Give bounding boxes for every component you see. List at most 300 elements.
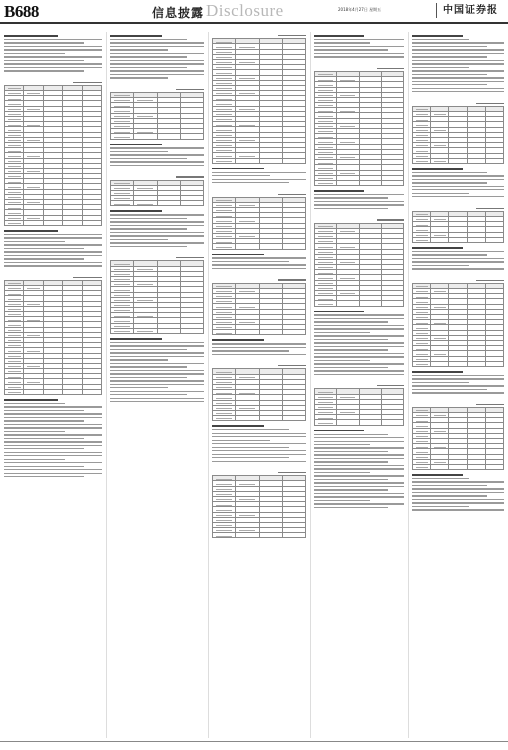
table-cell	[315, 301, 337, 306]
text-line	[314, 482, 404, 483]
text-line	[212, 354, 306, 355]
table-cell	[213, 330, 236, 335]
table-unit-caption	[476, 280, 504, 281]
table-cell	[467, 158, 485, 163]
financial-table	[4, 280, 102, 395]
text-line	[412, 182, 487, 183]
text-line	[412, 485, 487, 486]
text-line	[412, 193, 469, 194]
text-line	[110, 352, 204, 353]
table-unit-caption	[476, 404, 504, 405]
text-line	[110, 377, 187, 378]
text-line	[4, 424, 102, 425]
text-line	[412, 268, 504, 269]
text-line	[4, 255, 102, 256]
page-footer	[0, 741, 508, 750]
financial-table	[412, 211, 504, 243]
table-cell	[485, 158, 503, 163]
table-cell	[315, 180, 337, 185]
text-line	[412, 261, 504, 262]
text-line	[314, 370, 404, 371]
text-line	[4, 476, 84, 477]
text-line	[212, 457, 289, 458]
text-line	[412, 63, 504, 64]
table-cell	[180, 328, 203, 333]
text-line	[4, 42, 84, 43]
text-line	[412, 88, 504, 89]
text-line	[314, 314, 404, 315]
table-row	[413, 237, 504, 242]
text-line	[4, 441, 102, 442]
paragraph-heading	[212, 339, 264, 341]
table-cell	[43, 220, 62, 225]
text-line	[212, 440, 270, 441]
text-line	[4, 237, 102, 238]
text-line	[314, 346, 404, 347]
table-cell	[449, 237, 467, 242]
table-cell	[180, 201, 203, 206]
text-line	[412, 84, 487, 85]
table-unit-caption	[476, 103, 504, 104]
text-line	[314, 363, 404, 364]
table-row	[213, 244, 306, 249]
table-cell	[157, 134, 180, 139]
table-unit-caption	[278, 35, 306, 36]
table-cell	[431, 158, 449, 163]
table-cell	[337, 420, 359, 425]
table-row	[111, 201, 204, 206]
text-line	[314, 441, 404, 442]
text-line	[110, 232, 204, 233]
text-line	[314, 486, 404, 487]
text-line	[412, 91, 504, 92]
table-cell	[63, 220, 82, 225]
text-line	[4, 265, 102, 266]
text-line	[110, 42, 204, 43]
table-row	[111, 328, 204, 333]
text-line	[412, 502, 504, 503]
table-cell	[236, 244, 259, 249]
text-line	[110, 359, 168, 360]
column-rule	[208, 32, 209, 738]
text-line	[412, 74, 487, 75]
table-row	[413, 158, 504, 163]
text-line	[314, 479, 388, 480]
paragraph-heading	[314, 35, 364, 37]
text-line	[110, 161, 204, 162]
text-line	[412, 382, 469, 383]
text-line	[4, 39, 102, 40]
text-line	[314, 465, 404, 466]
table-row	[213, 158, 306, 163]
text-line	[4, 248, 84, 249]
table-cell	[381, 301, 403, 306]
text-line	[4, 262, 102, 263]
text-line	[4, 251, 102, 252]
text-line	[110, 60, 204, 61]
paragraph-heading	[314, 311, 364, 313]
text-line	[110, 49, 168, 50]
text-line	[110, 63, 204, 64]
table-cell	[413, 464, 431, 469]
text-line	[4, 459, 65, 460]
text-line	[314, 489, 388, 490]
table-cell	[236, 158, 259, 163]
text-line	[412, 46, 487, 47]
text-line	[212, 461, 306, 462]
text-line	[110, 225, 204, 226]
text-line	[110, 151, 168, 152]
text-line	[412, 378, 504, 379]
table-cell	[431, 464, 449, 469]
text-line	[412, 49, 504, 50]
newspaper-logo: 中国证券报	[436, 3, 504, 18]
table-cell	[259, 533, 282, 538]
text-line	[314, 475, 404, 476]
table-cell	[5, 389, 24, 394]
table-cell	[282, 244, 305, 249]
text-line	[4, 438, 84, 439]
paragraph-heading	[110, 35, 162, 37]
paragraph-heading	[110, 144, 162, 146]
table-cell	[359, 301, 381, 306]
text-line	[212, 454, 306, 455]
table-cell	[236, 416, 259, 421]
text-line	[110, 242, 204, 243]
paragraph-heading	[4, 35, 58, 37]
text-line	[110, 46, 204, 47]
text-line	[412, 39, 469, 40]
table-cell	[359, 180, 381, 185]
text-line	[4, 466, 84, 467]
table-unit-caption	[377, 219, 404, 220]
paragraph-heading	[110, 338, 162, 340]
table-unit-caption	[176, 257, 204, 258]
table-cell	[236, 330, 259, 335]
text-line	[314, 42, 370, 43]
text-line	[110, 165, 204, 166]
financial-table	[412, 283, 504, 367]
text-line	[4, 56, 102, 57]
section-title-en: Disclosure	[206, 1, 284, 20]
text-line	[4, 431, 65, 432]
text-line	[212, 447, 289, 448]
text-line	[4, 241, 65, 242]
table-unit-caption	[73, 277, 102, 278]
text-line	[110, 387, 168, 388]
text-line	[314, 468, 404, 469]
text-line	[4, 244, 102, 245]
text-line	[212, 179, 306, 180]
text-line	[314, 328, 404, 329]
table-cell	[449, 361, 467, 366]
text-line	[4, 473, 102, 474]
table-cell	[134, 328, 157, 333]
table-cell	[236, 533, 259, 538]
table-cell	[467, 361, 485, 366]
text-line	[212, 443, 306, 444]
table-cell	[43, 389, 62, 394]
table-cell	[259, 244, 282, 249]
table-cell	[485, 361, 503, 366]
financial-table	[110, 260, 204, 334]
page-number: B688	[4, 2, 39, 21]
text-line	[412, 42, 504, 43]
table-cell	[337, 301, 359, 306]
text-line	[314, 458, 404, 459]
text-line	[212, 172, 306, 173]
text-line	[412, 189, 504, 190]
table-cell	[449, 464, 467, 469]
text-line	[412, 179, 504, 180]
financial-table	[212, 38, 306, 164]
table-row	[413, 464, 504, 469]
table-cell	[180, 134, 203, 139]
financial-table	[110, 180, 204, 207]
text-line	[412, 70, 504, 71]
issue-date: 2018年4月27日 星期五	[338, 7, 382, 12]
text-line	[110, 373, 204, 374]
text-line	[110, 221, 204, 222]
financial-table	[212, 475, 306, 538]
table-cell	[413, 361, 431, 366]
text-line	[314, 451, 388, 452]
text-line	[314, 335, 404, 336]
table-unit-caption	[377, 385, 404, 386]
column-rule	[106, 32, 107, 738]
text-line	[314, 197, 388, 198]
table-cell	[282, 330, 305, 335]
text-line	[212, 268, 306, 269]
table-cell	[24, 389, 43, 394]
table-cell	[282, 533, 305, 538]
text-line	[110, 214, 204, 215]
text-line	[212, 175, 270, 176]
text-line	[212, 261, 289, 262]
table-cell	[213, 158, 236, 163]
text-line	[314, 349, 388, 350]
text-line	[314, 339, 388, 340]
text-line	[314, 332, 370, 333]
table-cell	[485, 464, 503, 469]
text-line	[212, 257, 306, 258]
table-unit-caption	[377, 68, 404, 69]
text-line	[110, 349, 187, 350]
paragraph-heading	[412, 371, 463, 373]
text-line	[4, 413, 102, 414]
text-line	[314, 49, 388, 50]
text-line	[4, 67, 102, 68]
paragraph-heading	[212, 168, 264, 170]
masthead	[0, 0, 508, 24]
table-cell	[282, 158, 305, 163]
text-line	[412, 392, 504, 393]
table-unit-caption	[176, 89, 204, 90]
column-2	[110, 32, 204, 742]
paragraph-heading	[314, 430, 364, 432]
text-line	[212, 429, 289, 430]
table-cell	[157, 328, 180, 333]
table-cell	[213, 244, 236, 249]
text-line	[314, 318, 404, 319]
table-cell	[111, 201, 134, 206]
financial-table	[314, 71, 404, 186]
text-line	[412, 509, 504, 510]
text-line	[110, 356, 204, 357]
table-cell	[111, 328, 134, 333]
text-line	[314, 39, 404, 40]
table-cell	[24, 220, 43, 225]
text-line	[314, 201, 404, 202]
table-unit-caption	[278, 365, 306, 366]
text-line	[412, 186, 504, 187]
text-line	[4, 452, 102, 453]
table-cell	[134, 201, 157, 206]
text-line	[4, 469, 102, 470]
table-cell	[82, 220, 101, 225]
text-line	[4, 427, 102, 428]
text-line	[110, 158, 187, 159]
table-unit-caption	[476, 208, 504, 209]
table-cell	[259, 416, 282, 421]
text-line	[4, 70, 84, 71]
text-line	[314, 454, 404, 455]
text-line	[314, 493, 404, 494]
column-rule	[408, 32, 409, 738]
text-line	[314, 503, 404, 504]
table-cell	[467, 464, 485, 469]
text-line	[314, 194, 404, 195]
text-line	[4, 258, 84, 259]
text-line	[412, 77, 504, 78]
text-line	[314, 500, 370, 501]
text-line	[4, 445, 102, 446]
column-3	[212, 32, 306, 742]
table-row	[315, 180, 404, 185]
table-cell	[157, 201, 180, 206]
text-line	[412, 506, 469, 507]
text-line	[4, 417, 102, 418]
table-cell	[381, 180, 403, 185]
text-line	[412, 495, 487, 496]
section-title-cn: 信息披露	[152, 6, 205, 20]
table-cell	[449, 158, 467, 163]
text-line	[412, 254, 487, 255]
text-line	[212, 347, 306, 348]
text-line	[412, 389, 487, 390]
text-line	[110, 228, 187, 229]
text-line	[412, 196, 504, 197]
table-row	[315, 420, 404, 425]
text-line	[212, 450, 306, 451]
text-line	[314, 208, 388, 209]
table-cell	[359, 420, 381, 425]
paragraph-heading	[110, 210, 162, 212]
column-1	[4, 32, 102, 742]
paragraph-heading	[4, 230, 58, 232]
text-line	[4, 403, 65, 404]
text-line	[412, 67, 469, 68]
text-line	[314, 342, 404, 343]
text-line	[314, 496, 404, 497]
text-line	[110, 246, 187, 247]
table-cell	[111, 134, 134, 139]
paragraph-heading	[412, 247, 463, 249]
text-line	[110, 56, 187, 57]
text-line	[314, 447, 404, 448]
financial-table	[110, 92, 204, 140]
text-line	[412, 385, 504, 386]
paragraph-heading	[4, 399, 58, 401]
table-cell	[5, 220, 24, 225]
table-row	[213, 416, 306, 421]
text-line	[412, 172, 487, 173]
text-line	[212, 182, 289, 183]
table-cell	[134, 134, 157, 139]
text-line	[412, 258, 504, 259]
paragraph-heading	[212, 425, 264, 427]
text-line	[110, 363, 204, 364]
text-line	[110, 380, 204, 381]
table-unit-caption	[73, 82, 102, 83]
financial-table	[212, 283, 306, 336]
text-line	[314, 204, 404, 205]
text-line	[110, 398, 204, 399]
text-line	[314, 356, 404, 357]
table-unit-caption	[278, 194, 306, 195]
financial-table	[412, 407, 504, 470]
text-line	[4, 462, 102, 463]
financial-table	[212, 197, 306, 250]
text-line	[110, 147, 204, 148]
text-line	[314, 472, 370, 473]
text-line	[4, 53, 65, 54]
table-cell	[259, 158, 282, 163]
text-line	[4, 420, 84, 421]
text-line	[4, 434, 102, 435]
table-row	[5, 220, 102, 225]
paragraph-heading	[212, 254, 264, 256]
table-cell	[213, 533, 236, 538]
table-unit-caption	[278, 279, 306, 280]
text-line	[412, 81, 504, 82]
text-line	[4, 234, 102, 235]
paragraph-heading	[412, 474, 463, 476]
table-cell	[413, 158, 431, 163]
text-line	[412, 60, 504, 61]
text-line	[212, 264, 306, 265]
text-line	[110, 401, 204, 402]
text-line	[314, 53, 404, 54]
text-line	[110, 154, 204, 155]
table-cell	[431, 237, 449, 242]
text-line	[4, 60, 84, 61]
table-cell	[413, 237, 431, 242]
text-line	[110, 67, 187, 68]
text-line	[110, 366, 187, 367]
text-line	[110, 394, 187, 395]
table-unit-caption	[176, 176, 204, 177]
text-line	[110, 39, 187, 40]
text-line	[314, 507, 388, 508]
text-line	[212, 343, 306, 344]
table-cell	[282, 416, 305, 421]
text-line	[412, 481, 504, 482]
text-line	[412, 488, 504, 489]
text-line	[412, 375, 504, 376]
text-line	[110, 74, 204, 75]
text-line	[4, 410, 84, 411]
